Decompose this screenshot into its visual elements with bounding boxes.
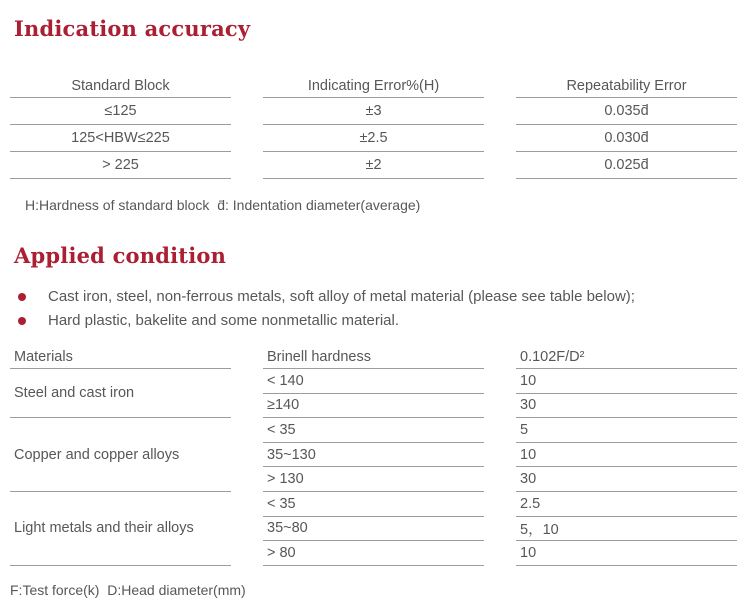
- table-cell: 30: [516, 467, 737, 492]
- applied-condition-bullets: [0, 285, 750, 333]
- table-cell: < 140: [263, 369, 484, 394]
- material-group-steel: Steel and cast iron: [10, 369, 231, 418]
- applied-condition-table: [10, 345, 737, 566]
- table-cell: 10: [516, 541, 737, 566]
- table-cell: 2.5: [516, 492, 737, 517]
- bullet-text: Cast iron, steel, non-ferrous metals, soft alloy of metal material (please see table below);: [48, 288, 635, 305]
- column-header-force-ratio: 0.102F/D²: [516, 345, 737, 369]
- table-cell: 0.025d̄: [516, 152, 737, 179]
- table-cell: 10: [516, 443, 737, 468]
- table-cell: ≤125: [10, 98, 231, 125]
- column-header-repeatability-error: Repeatability Error: [516, 75, 737, 98]
- material-group-light-metals: Light metals and their alloys: [10, 492, 231, 566]
- column-header-standard-block: Standard Block: [10, 75, 231, 98]
- bullet-icon: [18, 293, 26, 301]
- table-cell: 35~130: [263, 443, 484, 468]
- table-cell: < 35: [263, 418, 484, 443]
- section-title-applied-condition: Applied condition: [14, 243, 227, 268]
- table-cell: ≥140: [263, 394, 484, 419]
- table-cell: ±2: [263, 152, 484, 179]
- table-cell: 30: [516, 394, 737, 419]
- list-item: [0, 285, 750, 309]
- table-cell: < 35: [263, 492, 484, 517]
- column-header-materials: Materials: [10, 345, 231, 369]
- column-header-indicating-error: Indicating Error%(H): [263, 75, 484, 98]
- bullet-text: Hard plastic, bakelite and some nonmetallic material.: [48, 312, 399, 329]
- table-cell: 0.035d̄: [516, 98, 737, 125]
- table-cell: > 80: [263, 541, 484, 566]
- indication-accuracy-footnote: H:Hardness of standard block d̄: Indentation diameter(average): [25, 197, 421, 213]
- table-cell: 5: [516, 418, 737, 443]
- section-title-indication-accuracy: Indication accuracy: [14, 16, 251, 41]
- indication-accuracy-table: [10, 75, 737, 179]
- material-group-copper: Copper and copper alloys: [10, 418, 231, 492]
- table-cell: 35~80: [263, 517, 484, 542]
- column-header-brinell-hardness: Brinell hardness: [263, 345, 484, 369]
- table-cell: > 130: [263, 467, 484, 492]
- table-cell: 125<HBW≤225: [10, 125, 231, 152]
- list-item: [0, 309, 750, 333]
- table-cell: 5，10: [516, 517, 737, 542]
- bullet-icon: [18, 317, 26, 325]
- applied-condition-footnote: F:Test force(k) D:Head diameter(mm): [10, 581, 246, 598]
- table-cell: 0.030d̄: [516, 125, 737, 152]
- table-cell: ±2.5: [263, 125, 484, 152]
- table-cell: > 225: [10, 152, 231, 179]
- table-cell: 10: [516, 369, 737, 394]
- table-cell: ±3: [263, 98, 484, 125]
